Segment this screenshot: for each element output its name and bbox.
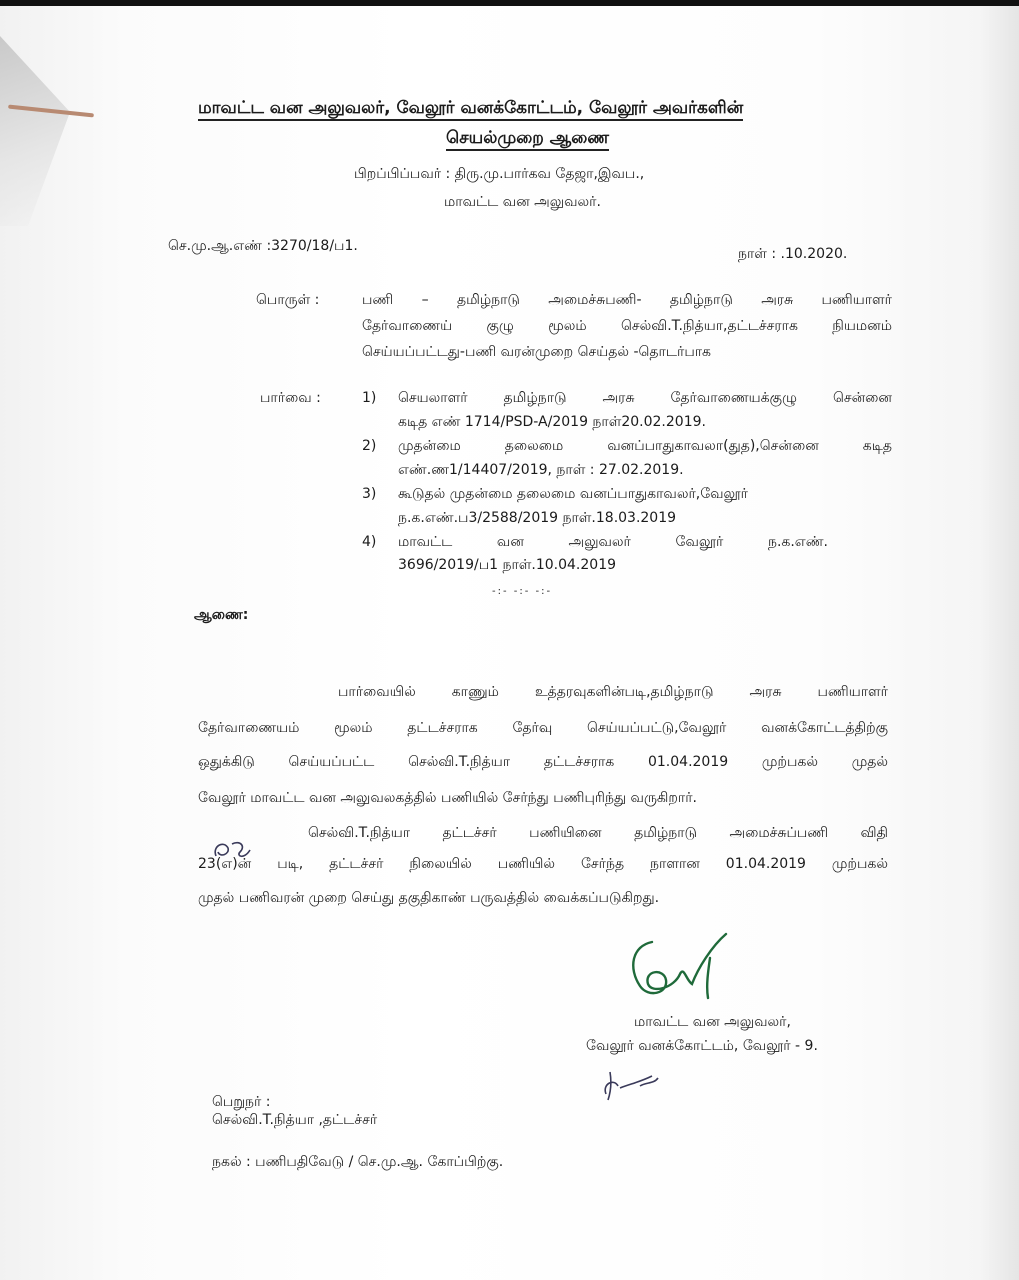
- order-para2-line: முதல் பணிவரன் முறை செய்து தகுதிகாண் பருவத்தில் வைக்கப்படுகிறது.: [198, 890, 660, 906]
- reference-item-line-2: கடித எண் 1714/PSD-A/2019 நாள்20.02.2019.: [398, 414, 706, 430]
- subject-label: பொருள் :: [256, 292, 320, 308]
- order-para2-line: செல்வி.T.நித்யா தட்டச்சர் பணியினை தமிழ்நாடு அமைச்சுப்பணி விதி: [308, 825, 888, 841]
- issuer-line-2: மாவட்ட வன அலுவலர்.: [444, 194, 601, 210]
- issuer-line-1: பிறப்பிப்பவர் : திரு.மு.பார்கவ தேஜா,இவப.,: [354, 166, 645, 182]
- subject-line-1: பணி – தமிழ்நாடு அமைச்சுபணி- தமிழ்நாடு அரசு பணியாளர்: [362, 292, 892, 308]
- section-separator: -:- -:- -:-: [492, 586, 553, 597]
- order-para1-line: வேலூர் மாவட்ட வன அலுவலகத்தில் பணியில் சேர்ந்து பணிபுரிந்து வருகிறார்.: [198, 790, 698, 806]
- reference-item-line-1: செயலாளர் தமிழ்நாடு அரசு தேர்வாணையக்குழு சென்னை: [398, 390, 892, 406]
- reference-item-number: 1): [362, 390, 377, 406]
- order-para1-line: தேர்வாணையம் மூலம் தட்டச்சராக தேர்வு செய்யப்பட்டு,வேலூர் வனக்கோட்டத்திற்கு: [198, 720, 888, 736]
- copy-line: நகல் : பணிபதிவேடு / செ.மு.ஆ. கோப்பிற்கு.: [212, 1154, 504, 1170]
- order-para2-line: 23(எ)ன் படி, தட்டச்சர் நிலையில் பணியில் சேர்ந்த நாளான 01.04.2019 முற்பகல்: [198, 856, 888, 872]
- title-line-1: மாவட்ட வன அலுவலர், வேலூர் வனக்கோட்டம், வேலூர் அவர்களின்: [198, 98, 743, 121]
- handwritten-annotation: [210, 838, 254, 864]
- reference-item-line-1: மாவட்ட வன அலுவலர் வேலூர் ந.க.எண்.: [398, 534, 828, 550]
- order-label: ஆணை:: [194, 607, 249, 623]
- reference-item-line-2: எண்.ண1/14407/2019, நாள் : 27.02.2019.: [398, 462, 684, 478]
- reference-item-line-1: கூடுதல் முதன்மை தலைமை வனப்பாதுகாவலர்,வேலூர்: [398, 486, 748, 502]
- recipient-name: செல்வி.T.நித்யா ,தட்டச்சர்: [212, 1112, 378, 1128]
- references-label: பார்வை :: [260, 390, 321, 406]
- reference-item-line-2: ந.க.எண்.ப3/2588/2019 நாள்.18.03.2019: [398, 510, 677, 526]
- reference-item-number: 3): [362, 486, 377, 502]
- order-para1-line: பார்வையில் காணும் உத்தரவுகளின்படி,தமிழ்நாடு அரசு பணியாளர்: [338, 684, 888, 700]
- edge-shadow: [979, 6, 1019, 1280]
- subject-line-3: செய்யப்பட்டது-பணி வரன்முறை செய்தல் -தொடர்பாக: [362, 344, 712, 360]
- reference-item-number: 4): [362, 534, 377, 550]
- reference-item-line-1: முதன்மை தலைமை வனப்பாதுகாவலா(துத),சென்னை கடித: [398, 438, 892, 454]
- subject-line-2: தேர்வாணைய் குழு மூலம் செல்வி.T.நித்யா,தட்டச்சராக நியமனம்: [362, 318, 892, 334]
- title-line-2: செயல்முறை ஆணை: [446, 128, 609, 151]
- page-fold: [0, 36, 70, 226]
- reference-item-line-2: 3696/2019/ப1 நாள்.10.04.2019: [398, 557, 617, 573]
- reference-item-number: 2): [362, 438, 377, 454]
- initial-mark: [596, 1064, 668, 1104]
- recipient-label: பெறுநர் :: [212, 1094, 271, 1110]
- document-date: நாள் : .10.2020.: [738, 246, 848, 262]
- signature-mark: [622, 928, 742, 1004]
- signatory-line-1: மாவட்ட வன அலுவலர்,: [634, 1014, 791, 1030]
- signatory-line-2: வேலூர் வனக்கோட்டம், வேலூர் - 9.: [586, 1038, 818, 1054]
- reference-number: செ.மு.ஆ.எண் :3270/18/ப1.: [168, 238, 358, 254]
- order-para1-line: ஒதுக்கிடு செய்யப்பட்ட செல்வி.T.நித்யா தட்டச்சராக 01.04.2019 முற்பகல் முதல்: [198, 754, 888, 770]
